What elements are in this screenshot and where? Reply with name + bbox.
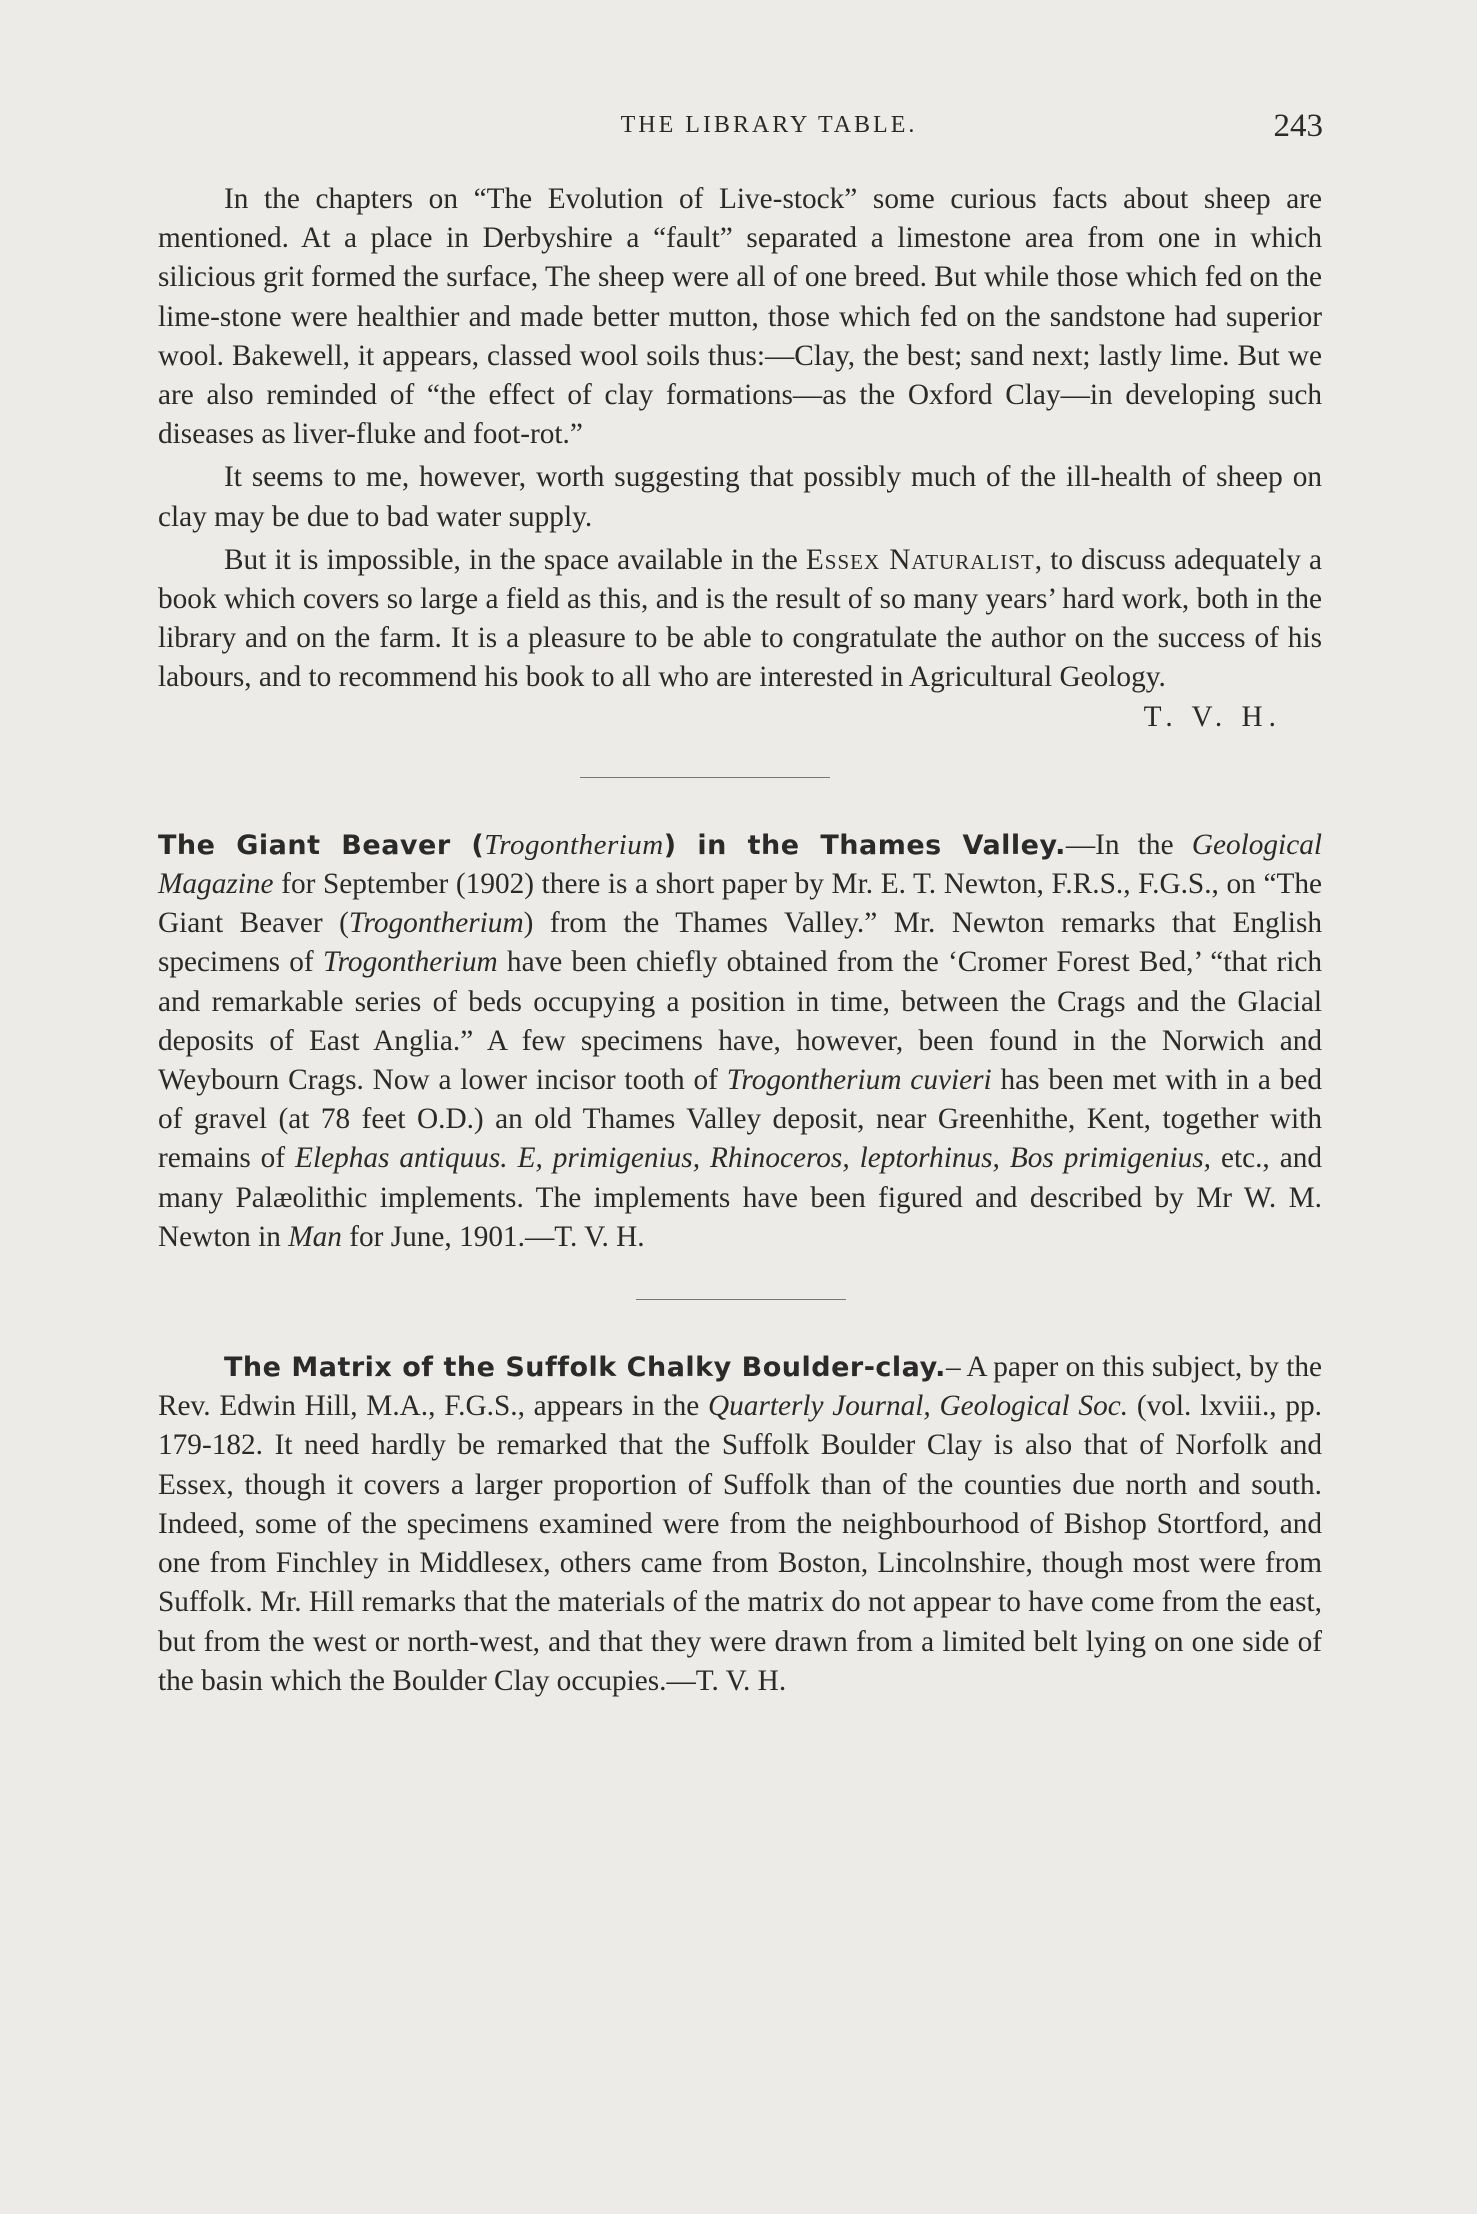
beaver-heading-b: ) in the Thames Valley. bbox=[663, 829, 1066, 861]
beaver-heading bbox=[158, 830, 1066, 861]
beaver-article bbox=[158, 826, 1322, 1257]
beaver-heading-a: The Giant Beaver ( bbox=[158, 829, 485, 861]
page-number: 243 bbox=[1273, 108, 1323, 144]
beaver-text-7: have been chiefly obtained from the ‘Cromer Forest Bed,’ “that rich and remarkable series of beds occupying a position in time, between the Crags and the Glacial deposits of East Anglia.” A few specimens have, however, been found in the Norwich and Weybourn Crags. Now a lower incisor tooth of bbox=[158, 946, 1322, 1097]
beaver-text-10: Elephas antiquus. E, primigenius, Rhinoceros, leptorhinus, Bos primigenius, bbox=[295, 1142, 1212, 1175]
review-paragraph-2: It seems to me, however, worth suggesting that possibly much of the ill-health of sheep on clay may be due to bad water supply. bbox=[158, 461, 1322, 533]
section-divider bbox=[636, 1299, 846, 1300]
beaver-text-9: has been met with in a bed of gravel (at 78 feet O.D.) an old Thames Valley deposit, near Greenhithe, Kent, together with remains of bbox=[158, 1064, 1322, 1175]
page-body bbox=[158, 180, 1322, 1701]
review-p3-text-b: , to discuss adequately a book which covers so large a field as this, and is the result of so many years’ hard work, both in the library and on the farm. It is a pleasure to be able to congratulate the author on the success of his labours, and to recommend his book to all who are interested in Agricultural Geology. bbox=[158, 543, 1323, 694]
beaver-text-6: Trogontherium bbox=[322, 946, 498, 979]
matrix-article bbox=[158, 1348, 1322, 1701]
matrix-text-3: (vol. lxviii., pp. 179-182. It need hardly be remarked that the Suffolk Boulder Clay is also that of Norfolk and Essex, though it covers a larger proportion of Suffolk than of the counties due north and south. Indeed, some of the specimens examined were from the neighbourhood of Bishop Stortford, and one from Finchley in Middlesex, others came from Boston, Lincolnshire, though most were from Suffolk. Mr. Hill remarks that the materials of the matrix do not appear to have come from the east, but from the west or north-west, and that they were drawn from a limited belt lying on one side of the basin which the Boulder Clay occupies.—T. V. H. bbox=[158, 1390, 1322, 1697]
review-signoff: T. V. H. bbox=[1143, 700, 1282, 733]
beaver-text-1: —In the bbox=[1065, 828, 1192, 861]
matrix-text-1: – A paper on this subject, by the Rev. Edwin Hill, M.A., F.G.S., appears in the bbox=[158, 1351, 1322, 1423]
beaver-text-13: for June, 1901.—T. V. H. bbox=[341, 1220, 645, 1253]
beaver-text-2: Geological Magazine bbox=[158, 828, 1322, 901]
beaver-heading-genus: Trogontherium bbox=[484, 828, 664, 861]
page-header bbox=[215, 108, 1323, 152]
review-paragraph-1: In the chapters on “The Evolution of Live-stock” some curious facts about sheep are mentioned. At a place in Derbyshire a “fault” separated a limestone area from one in which silicious grit formed the surface, The sheep were all of one breed. But while those which fed on the lime-stone were healthier and made better mutton, those which fed on the sandstone had superior wool. Bakewell, it appears, classed wool soils thus:—Clay, the best; sand next; lastly lime. But we are also reminded of “the effect of clay formations—as the Oxford Clay—in developing such diseases as liver-fluke and foot-rot.” bbox=[158, 183, 1322, 451]
matrix-text-2: Quarterly Journal, Geological Soc. bbox=[707, 1390, 1129, 1423]
journal-name: Essex Naturalist bbox=[805, 543, 1035, 576]
beaver-text-12: Man bbox=[288, 1220, 342, 1253]
section-divider bbox=[580, 777, 830, 778]
beaver-text-4: Trogontherium bbox=[348, 907, 524, 940]
review-paragraph-3 bbox=[158, 541, 1322, 698]
review-p3-text-a: But it is impossible, in the space available in the bbox=[224, 543, 806, 576]
beaver-text-8: Trogontherium cuvieri bbox=[726, 1064, 992, 1097]
matrix-heading: The Matrix of the Suffolk Chalky Boulder-clay. bbox=[224, 1352, 946, 1384]
beaver-text-5: ) from the Thames Valley.” Mr. Newton remarks that English specimens of bbox=[158, 907, 1322, 979]
beaver-text-11: etc., and many Palæolithic implements. The implements have been figured and described by Mr W. M. Newton in bbox=[158, 1142, 1323, 1253]
running-head: THE LIBRARY TABLE. bbox=[620, 112, 918, 138]
beaver-text-3: for September (1902) there is a short paper by Mr. E. T. Newton, F.R.S., F.G.S., on “The Giant Beaver ( bbox=[158, 868, 1322, 940]
